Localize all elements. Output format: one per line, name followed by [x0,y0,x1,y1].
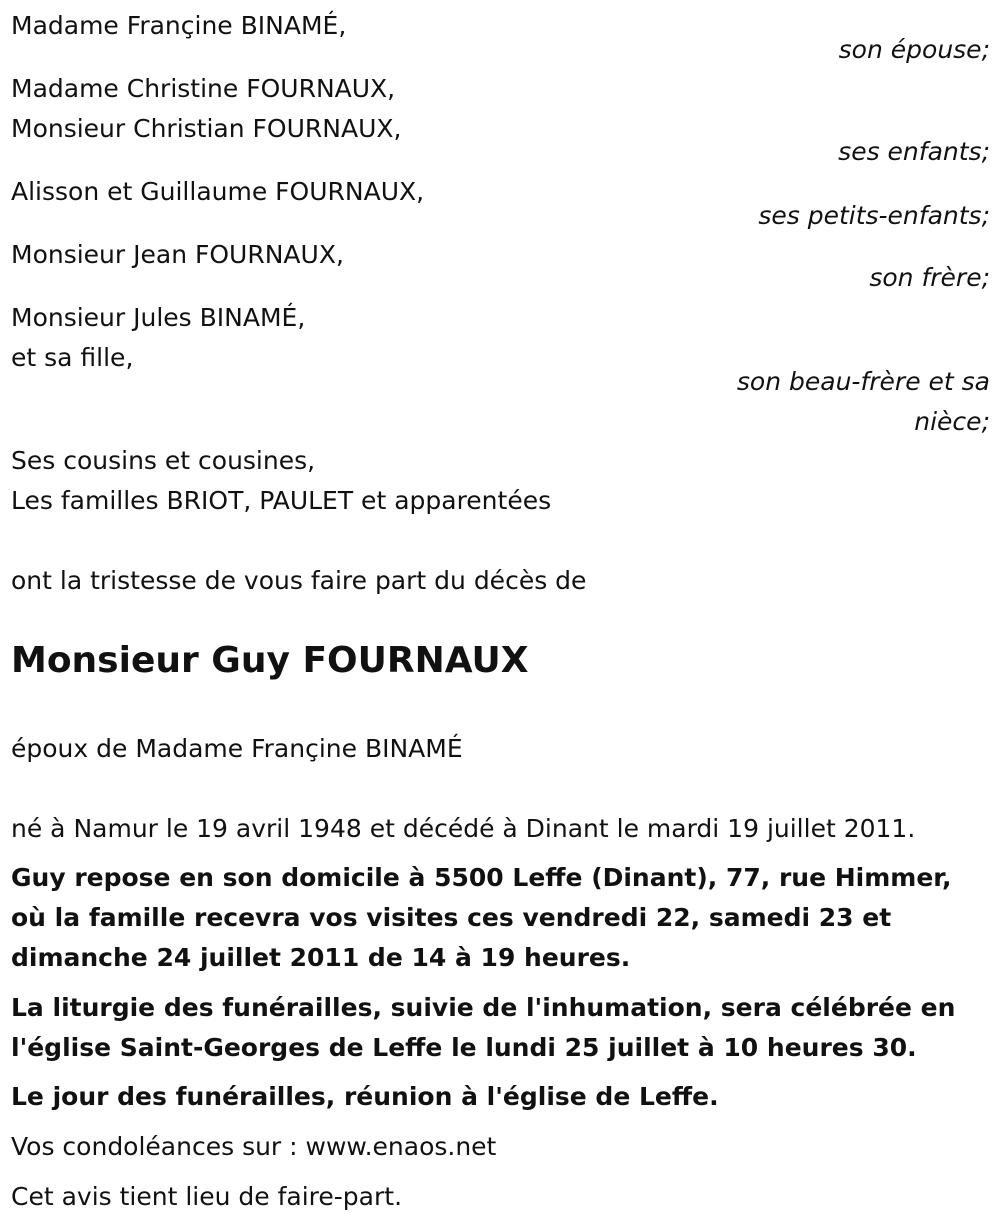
spouse-relation: son épouse; [838,35,990,64]
families: Les familles BRIOT, PAULET et apparentées [11,486,552,515]
brother-relation: son frère; [869,263,990,292]
birth-death-info: né à Namur le 19 avril 1948 et décédé à Dinant le mardi 19 juillet 2011. [11,814,916,843]
brother-in-law-name: Monsieur Jules BINAMÉ, [11,303,306,332]
in-law-relation-line-2: nièce; [914,407,990,436]
child-1-name: Madame Christine FOURNAUX, [11,74,396,103]
child-2-name: Monsieur Christian FOURNAUX, [11,114,402,143]
spouse-of: époux de Madame Françine BINAMÉ [11,734,463,763]
notice-info: Cet avis tient lieu de faire-part. [11,1182,403,1211]
meeting-info: Le jour des funérailles, réunion à l'église de Leffe. [11,1082,719,1111]
cousins: Ses cousins et cousines, [11,446,316,475]
children-relation: ses enfants; [838,137,990,166]
visitation-info: Guy repose en son domicile à 5500 Leffe (Dinant), 77, rue Himmer, où la famille recevra vos visites ces vendredi 22, samedi 23 et dimanche 24 juillet 2011 de 14 à 19 heures. [11,863,952,972]
spouse-name: Madame Françine BINAMÉ, [11,11,347,40]
in-law-relation-line-1: son beau-frère et sa [736,367,990,396]
announcement-intro: ont la tristesse de vous faire part du décès de [11,566,587,595]
grandchildren-names: Alisson et Guillaume FOURNAUX, [11,177,425,206]
brother-name: Monsieur Jean FOURNAUX, [11,240,344,269]
grandchildren-relation: ses petits-enfants; [758,201,990,230]
funeral-info: La liturgie des funérailles, suivie de l'inhumation, sera célébrée en l'église Saint-Georges de Leffe le lundi 25 juillet à 10 heures 30. [11,993,956,1062]
condolences-info: Vos condoléances sur : www.enaos.net [11,1132,497,1161]
niece-name: et sa fille, [11,343,134,372]
deceased-name: Monsieur Guy FOURNAUX [11,640,529,681]
